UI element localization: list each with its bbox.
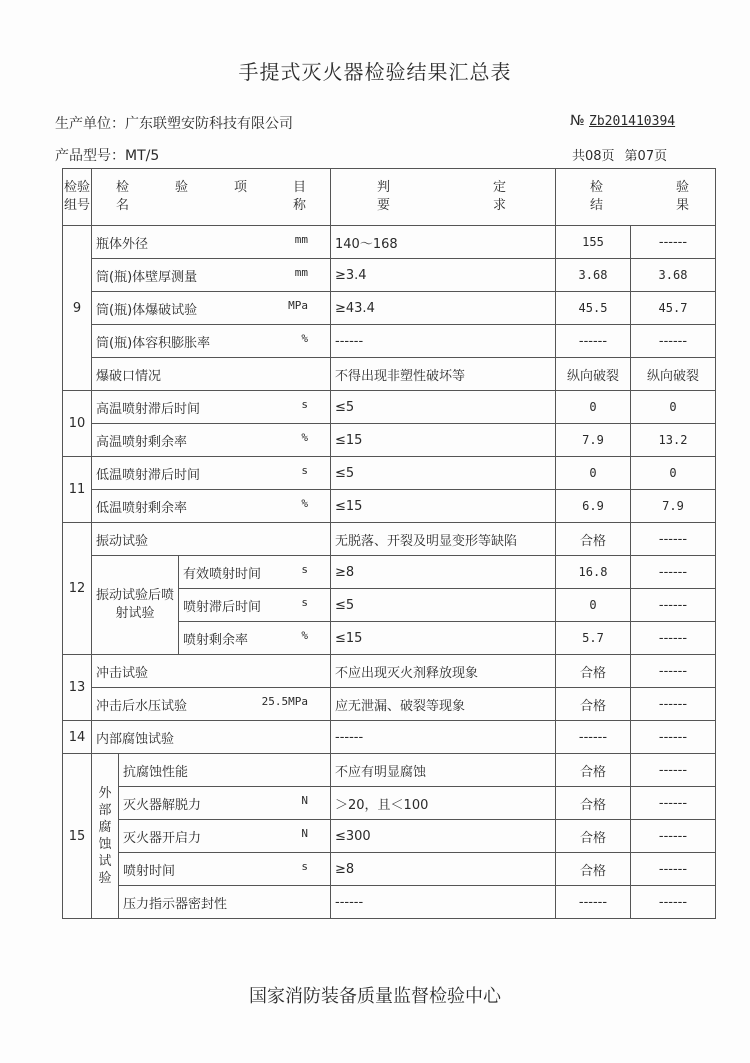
table-row xyxy=(63,424,716,457)
item-unit: N xyxy=(301,793,308,807)
item-name-wrap xyxy=(183,629,326,648)
result-2: ------ xyxy=(631,820,716,853)
requirement: ≤300 xyxy=(331,820,556,853)
table-row xyxy=(63,226,716,259)
result-1: 155 xyxy=(556,226,631,259)
table-header xyxy=(63,169,716,226)
table-row xyxy=(63,391,716,424)
item-name: 喷射滞后时间 xyxy=(183,599,262,615)
header-char: 验 xyxy=(675,180,689,195)
requirement: ≤15 xyxy=(331,622,556,655)
item-name-cell xyxy=(119,754,331,787)
item-unit: mm xyxy=(294,232,308,246)
results-table xyxy=(62,168,716,919)
header-result xyxy=(556,169,716,226)
result-1: 纵向破裂 xyxy=(556,358,631,391)
item-name: 有效喷射时间 xyxy=(183,566,262,582)
item-unit: % xyxy=(301,430,308,444)
item-unit: s xyxy=(301,859,308,873)
header-char: 项 xyxy=(233,180,247,195)
table-row xyxy=(63,490,716,523)
result-1: 5.7 xyxy=(556,622,631,655)
result-1: 45.5 xyxy=(556,292,631,325)
item-name-cell xyxy=(92,226,331,259)
requirement: 无脱落、开裂及明显变形等缺陷 xyxy=(331,523,556,556)
table-row xyxy=(63,820,716,853)
table-row xyxy=(63,556,716,589)
result-1: 合格 xyxy=(556,523,631,556)
result-1: 0 xyxy=(556,457,631,490)
item-unit: s xyxy=(301,562,308,576)
header-char: 检 xyxy=(590,180,604,195)
table-row xyxy=(63,259,716,292)
header-line xyxy=(96,179,326,197)
header-text: 检验 xyxy=(63,180,90,195)
result-2: ------ xyxy=(631,886,716,919)
item-name-wrap xyxy=(123,794,326,813)
group-number: 13 xyxy=(63,655,92,721)
item-unit: % xyxy=(301,628,308,642)
table-row xyxy=(63,655,716,688)
requirement: ≤5 xyxy=(331,391,556,424)
item-name-cell xyxy=(92,655,331,688)
item-name-cell xyxy=(92,292,331,325)
item-name-wrap xyxy=(96,398,326,417)
table-row xyxy=(63,886,716,919)
item-name: 抗腐蚀性能 xyxy=(123,764,189,780)
result-2: ------ xyxy=(631,523,716,556)
item-name-wrap xyxy=(96,233,326,252)
table-row xyxy=(63,292,716,325)
item-name-wrap xyxy=(96,431,326,450)
table-row xyxy=(63,457,716,490)
result-1: 合格 xyxy=(556,754,631,787)
result-2: ------ xyxy=(631,655,716,688)
header-line xyxy=(335,179,551,197)
group-number: 14 xyxy=(63,721,92,754)
table-row xyxy=(63,754,716,787)
result-1: ------ xyxy=(556,325,631,358)
header-char: 验 xyxy=(174,180,188,195)
item-name-wrap xyxy=(183,563,326,582)
item-name-wrap xyxy=(96,464,326,483)
item-name-cell xyxy=(119,787,331,820)
group-number: 9 xyxy=(63,226,92,391)
table-row xyxy=(63,787,716,820)
result-2: 13.2 xyxy=(631,424,716,457)
item-name: 冲击试验 xyxy=(96,665,149,681)
table-row xyxy=(63,721,716,754)
table-row xyxy=(63,853,716,886)
subgroup-label: 振动试验后喷射试验 xyxy=(92,556,179,655)
result-2: ------ xyxy=(631,325,716,358)
header-char: 名 xyxy=(116,198,130,213)
item-name-wrap xyxy=(96,365,326,384)
total-pages: 共08页 xyxy=(572,149,615,164)
item-name: 内部腐蚀试验 xyxy=(96,731,175,747)
requirement: 不得出现非塑性破坏等 xyxy=(331,358,556,391)
requirement: ≤5 xyxy=(331,457,556,490)
result-2: 纵向破裂 xyxy=(631,358,716,391)
document-title: 手提式灭火器检验结果汇总表 xyxy=(238,60,512,84)
item-name-cell xyxy=(92,391,331,424)
item-name: 高温喷射滞后时间 xyxy=(96,401,201,417)
result-2: ------ xyxy=(631,787,716,820)
requirement: 应无泄漏、破裂等现象 xyxy=(331,688,556,721)
header-line xyxy=(335,197,551,215)
header-group xyxy=(63,169,92,226)
header-item-name xyxy=(92,169,331,226)
result-1: 0 xyxy=(556,391,631,424)
product-model: 产品型号：MT/5 xyxy=(55,148,160,164)
requirement: ≤15 xyxy=(331,424,556,457)
result-2: ------ xyxy=(631,226,716,259)
item-unit: s xyxy=(301,463,308,477)
item-name-wrap xyxy=(96,497,326,516)
result-2: ------ xyxy=(631,688,716,721)
table-row xyxy=(63,325,716,358)
header-requirement xyxy=(331,169,556,226)
requirement: ------ xyxy=(331,325,556,358)
header-char: 称 xyxy=(292,198,306,213)
table-row xyxy=(63,688,716,721)
requirement: ≤15 xyxy=(331,490,556,523)
item-name-wrap xyxy=(96,695,326,714)
item-name-wrap xyxy=(96,728,326,747)
item-name: 振动试验 xyxy=(96,533,149,549)
result-1: 合格 xyxy=(556,655,631,688)
requirement: ≥43.4 xyxy=(331,292,556,325)
requirement: 不应出现灭火剂释放现象 xyxy=(331,655,556,688)
result-1: 6.9 xyxy=(556,490,631,523)
item-name: 灭火器开启力 xyxy=(123,830,202,846)
result-2: ------ xyxy=(631,754,716,787)
header-char: 判 xyxy=(377,180,391,195)
item-name: 高温喷射剩余率 xyxy=(96,434,188,450)
result-2: ------ xyxy=(631,556,716,589)
header-char: 结 xyxy=(590,198,604,213)
group-number: 15 xyxy=(63,754,92,919)
header-line xyxy=(560,179,711,197)
header-char: 定 xyxy=(492,180,506,195)
item-name: 筒(瓶)体爆破试验 xyxy=(96,302,198,318)
page-count xyxy=(572,145,667,164)
result-1: ------ xyxy=(556,886,631,919)
group-number: 10 xyxy=(63,391,92,457)
header-line xyxy=(96,197,326,215)
item-name-cell xyxy=(179,622,331,655)
requirement: ≥8 xyxy=(331,853,556,886)
table-row xyxy=(63,523,716,556)
header-char: 果 xyxy=(675,198,689,213)
item-unit: s xyxy=(301,595,308,609)
item-name-wrap xyxy=(123,827,326,846)
issuer: 国家消防装备质量监督检验中心 xyxy=(249,986,501,1007)
item-name-cell xyxy=(119,820,331,853)
requirement: ≤5 xyxy=(331,589,556,622)
result-2: 0 xyxy=(631,457,716,490)
result-1: 3.68 xyxy=(556,259,631,292)
group-number: 12 xyxy=(63,523,92,655)
requirement: 140～168 xyxy=(331,226,556,259)
result-2: 7.9 xyxy=(631,490,716,523)
requirement: ≥3.4 xyxy=(331,259,556,292)
result-1: 合格 xyxy=(556,820,631,853)
item-unit: % xyxy=(301,496,308,510)
result-1: 合格 xyxy=(556,688,631,721)
item-name-cell xyxy=(92,688,331,721)
item-unit: MPa xyxy=(288,298,308,312)
item-name-cell xyxy=(119,886,331,919)
header-text: 组号 xyxy=(63,198,90,213)
item-name: 低温喷射剩余率 xyxy=(96,500,188,516)
result-2: 45.7 xyxy=(631,292,716,325)
requirement: ------ xyxy=(331,721,556,754)
item-name: 灭火器解脱力 xyxy=(123,797,202,813)
item-unit: N xyxy=(301,826,308,840)
group-number: 11 xyxy=(63,457,92,523)
item-name: 瓶体外径 xyxy=(96,236,149,252)
table-row xyxy=(63,358,716,391)
result-2: 3.68 xyxy=(631,259,716,292)
item-name-wrap xyxy=(123,761,326,780)
header-char: 求 xyxy=(492,198,506,213)
item-name-wrap xyxy=(96,662,326,681)
requirement: ＞20，且＜100 xyxy=(331,787,556,820)
item-name-wrap xyxy=(96,299,326,318)
item-unit: s xyxy=(301,397,308,411)
result-1: 7.9 xyxy=(556,424,631,457)
item-name-wrap xyxy=(96,266,326,285)
current-page: 第07页 xyxy=(624,149,668,164)
header-char: 要 xyxy=(377,198,391,213)
result-1: 合格 xyxy=(556,787,631,820)
header-line xyxy=(560,197,711,215)
header-char: 目 xyxy=(292,180,306,195)
item-name-cell xyxy=(119,853,331,886)
item-name: 低温喷射滞后时间 xyxy=(96,467,201,483)
report-number xyxy=(570,113,675,129)
result-1: 0 xyxy=(556,589,631,622)
item-name: 压力指示器密封性 xyxy=(123,896,228,912)
item-name-cell xyxy=(92,490,331,523)
item-name: 喷射时间 xyxy=(123,863,176,879)
item-name: 冲击后水压试验 xyxy=(96,698,188,714)
item-name-wrap xyxy=(96,332,326,351)
result-1: 合格 xyxy=(556,853,631,886)
item-name: 筒(瓶)体壁厚测量 xyxy=(96,269,198,285)
result-1: 16.8 xyxy=(556,556,631,589)
item-unit: % xyxy=(301,331,308,345)
item-name-wrap xyxy=(123,860,326,879)
result-2: ------ xyxy=(631,721,716,754)
subgroup-label: 外部腐蚀试验 xyxy=(92,754,119,919)
item-name-wrap xyxy=(96,530,326,549)
item-name-cell xyxy=(179,556,331,589)
item-name: 爆破口情况 xyxy=(96,368,162,384)
result-2: 0 xyxy=(631,391,716,424)
item-name-cell xyxy=(92,325,331,358)
item-name-cell xyxy=(179,589,331,622)
result-2: ------ xyxy=(631,853,716,886)
item-name-cell xyxy=(92,259,331,292)
result-2: ------ xyxy=(631,589,716,622)
requirement: 不应有明显腐蚀 xyxy=(331,754,556,787)
header-char: 检 xyxy=(116,180,130,195)
result-2: ------ xyxy=(631,622,716,655)
item-unit: 25.5MPa xyxy=(261,694,308,708)
item-name: 筒(瓶)体容积膨胀率 xyxy=(96,335,211,351)
number-sign: № xyxy=(570,113,585,129)
item-name-cell xyxy=(92,424,331,457)
item-name-wrap xyxy=(123,893,326,912)
item-name-cell xyxy=(92,721,331,754)
item-name: 喷射剩余率 xyxy=(183,632,249,648)
report-number-value: Zb201410394 xyxy=(589,114,676,129)
item-name-wrap xyxy=(183,596,326,615)
manufacturer: 生产单位：广东联塑安防科技有限公司 xyxy=(55,116,293,132)
item-unit: mm xyxy=(294,265,308,279)
item-name-cell xyxy=(92,523,331,556)
item-name-cell xyxy=(92,457,331,490)
result-1: ------ xyxy=(556,721,631,754)
requirement: ------ xyxy=(331,886,556,919)
item-name-cell xyxy=(92,358,331,391)
requirement: ≥8 xyxy=(331,556,556,589)
